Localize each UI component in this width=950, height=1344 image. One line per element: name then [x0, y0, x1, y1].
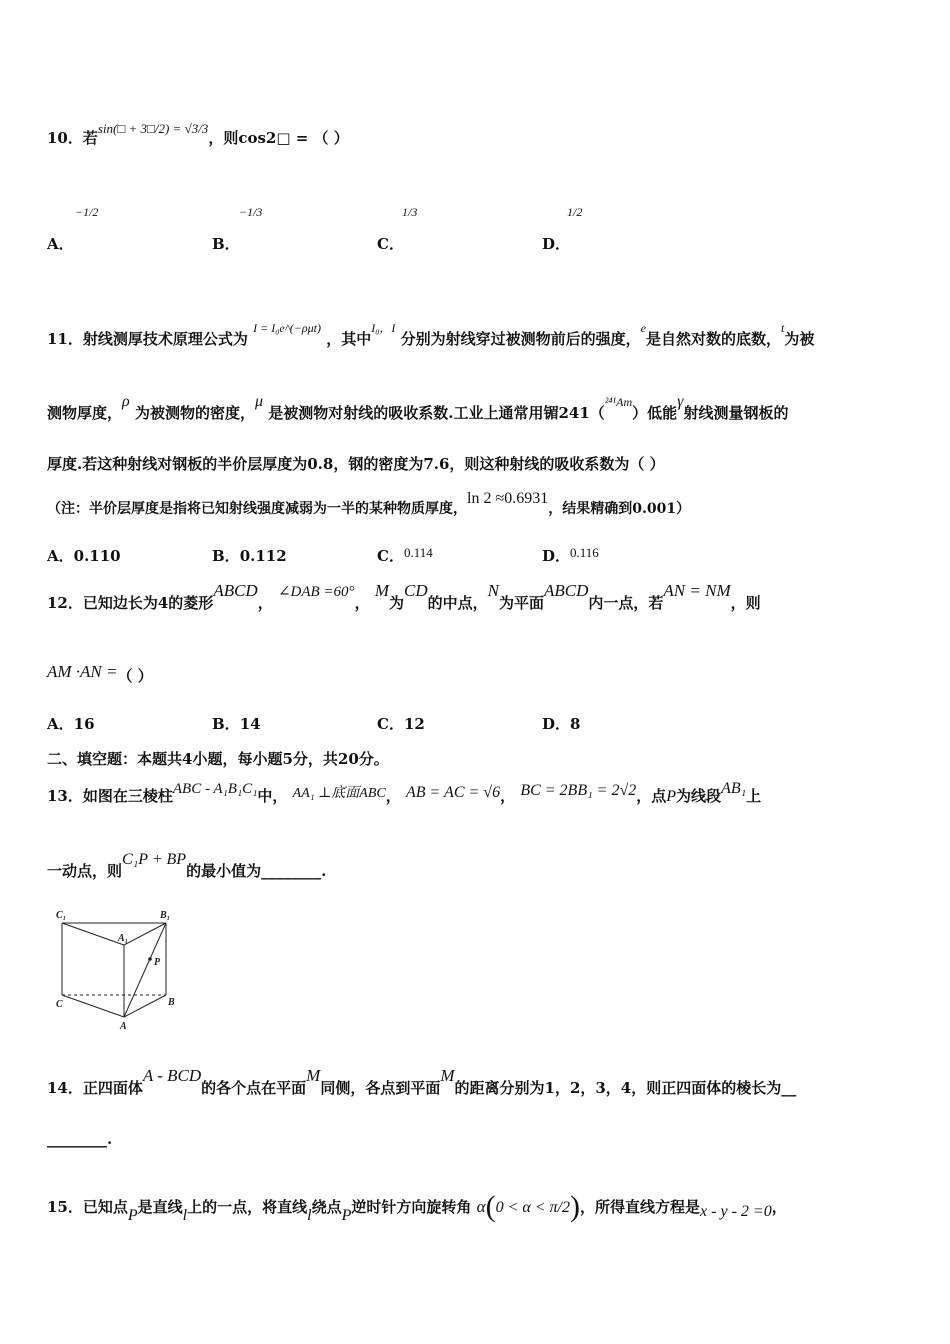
prism-figure: [50, 905, 180, 1033]
q10-option-d[interactable]: D．: [542, 235, 571, 253]
segment-ab1: [124, 923, 166, 1017]
q10-option-a-value: −1/2: [75, 205, 99, 219]
edge-a-b: [124, 995, 166, 1017]
point-p: [148, 957, 152, 961]
q12-option-d[interactable]: D．8: [542, 715, 581, 733]
q14-line2: ________.: [47, 1130, 113, 1148]
q11-note: （注：半价层厚度是指将已知射线强度减弱为一半的某种物质厚度，ln 2 ≈0.6931，结果精确到0.001）: [47, 490, 691, 517]
section2-heading: 二、填空题：本题共4小题，每小题5分，共20分。: [47, 750, 389, 768]
label-b: B: [168, 997, 175, 1008]
label-c: C: [56, 999, 63, 1010]
q13-line2: 一动点，则C₁P + BP的最小值为________.: [47, 851, 327, 880]
prism-diagram: [50, 905, 180, 1033]
q13-line1: 13．如图在三棱柱ABC - A₁B₁C₁中， AA₁ ⊥底面ABC， AB = AC = √6， BC = 2BB₁ = 2√2，点P为线段AB₁上: [47, 780, 762, 805]
q12-line2: AM ·AN =（ ）: [47, 662, 153, 685]
q10-option-c[interactable]: C．: [377, 235, 404, 253]
label-b1: B₁: [160, 910, 171, 921]
q10-option-d-value: 1/2: [567, 205, 583, 219]
q10-options: [47, 205, 667, 255]
q11-formula: I = I₀e^(−ρμt): [253, 321, 321, 335]
q15-line1: 15．已知点P是直线l上的一点，将直线l绕点P逆时针方向旋转角 α(0 < α < π/2)，所得直线方程是x - y - 2 =0，: [47, 1190, 787, 1224]
q12-dot-product: AM ·AN =: [47, 662, 118, 681]
label-a1: A₁: [118, 933, 129, 944]
q12-option-c[interactable]: C．12: [377, 715, 425, 733]
q10-condition: sin(□ + 3□/2) = √3/3: [97, 121, 209, 136]
q10-option-b-value: −1/3: [239, 205, 263, 219]
q11-line3: 厚度.若这种射线对钢板的半价层厚度为0.8，钢的密度为7.6，则这种射线的吸收系数为（ ）: [47, 455, 665, 473]
q10-number: 10．若: [47, 129, 98, 147]
q12-option-b[interactable]: B．14: [212, 715, 261, 733]
q15-range: 0 < α < π/2: [495, 1199, 571, 1216]
q15-paren-close: ): [570, 1190, 581, 1223]
q11-options: [47, 545, 667, 569]
q10-option-a[interactable]: A．: [47, 235, 74, 253]
q11-line2: 测物厚度，ρ 为被测物的密度，μ 是被测物对射线的吸收系数.工业上通常用镅241（$^{^{241}Am}$）低能γ射线测量钢板的: [47, 393, 789, 422]
q12-line1: 12．已知边长为4的菱形ABCD， ∠DAB =60°， M为CD的中点，N为平面ABCD内一点，若AN = NM，则: [47, 581, 761, 612]
q12-option-a[interactable]: A．16: [47, 715, 95, 733]
q10-option-b[interactable]: B．: [212, 235, 240, 253]
q11-option-c[interactable]: C．0.114: [377, 545, 433, 565]
q15-paren-open: (: [485, 1190, 496, 1223]
label-c1: C₁: [56, 910, 67, 921]
q11-option-b[interactable]: B．0.112: [212, 547, 287, 565]
q10-ask: ，则cos2□ = （ ）: [208, 129, 349, 147]
q14-line1: 14．正四面体A - BCD的各个点在平面M同侧，各点到平面M的距离分别为1，2，3，4，则正四面体的棱长为__: [47, 1066, 797, 1097]
q12-options: [47, 713, 667, 737]
q11-ln2: ln 2 ≈0.6931: [467, 490, 549, 507]
q11-option-d[interactable]: D．0.116: [542, 545, 599, 565]
label-a: A: [120, 1021, 127, 1032]
q10-option-c-value: 1/3: [402, 205, 418, 219]
edge-c-a: [62, 995, 124, 1017]
q10-stem: [47, 121, 349, 148]
edge-c1-a1: [62, 923, 124, 945]
edge-a1-b1: [124, 923, 166, 945]
q11-option-a[interactable]: A．0.110: [47, 547, 121, 565]
q11-line1: 11．射线测厚技术原理公式为 $^{I = I_0e\^{}(-\rho\mu t)}$ ，其中$^{I_0,I}$ 分别为射线穿过被测物前后的强度，$^e$是自然对数的底数，$^t$为被: [47, 321, 815, 348]
label-p: P: [154, 957, 161, 968]
